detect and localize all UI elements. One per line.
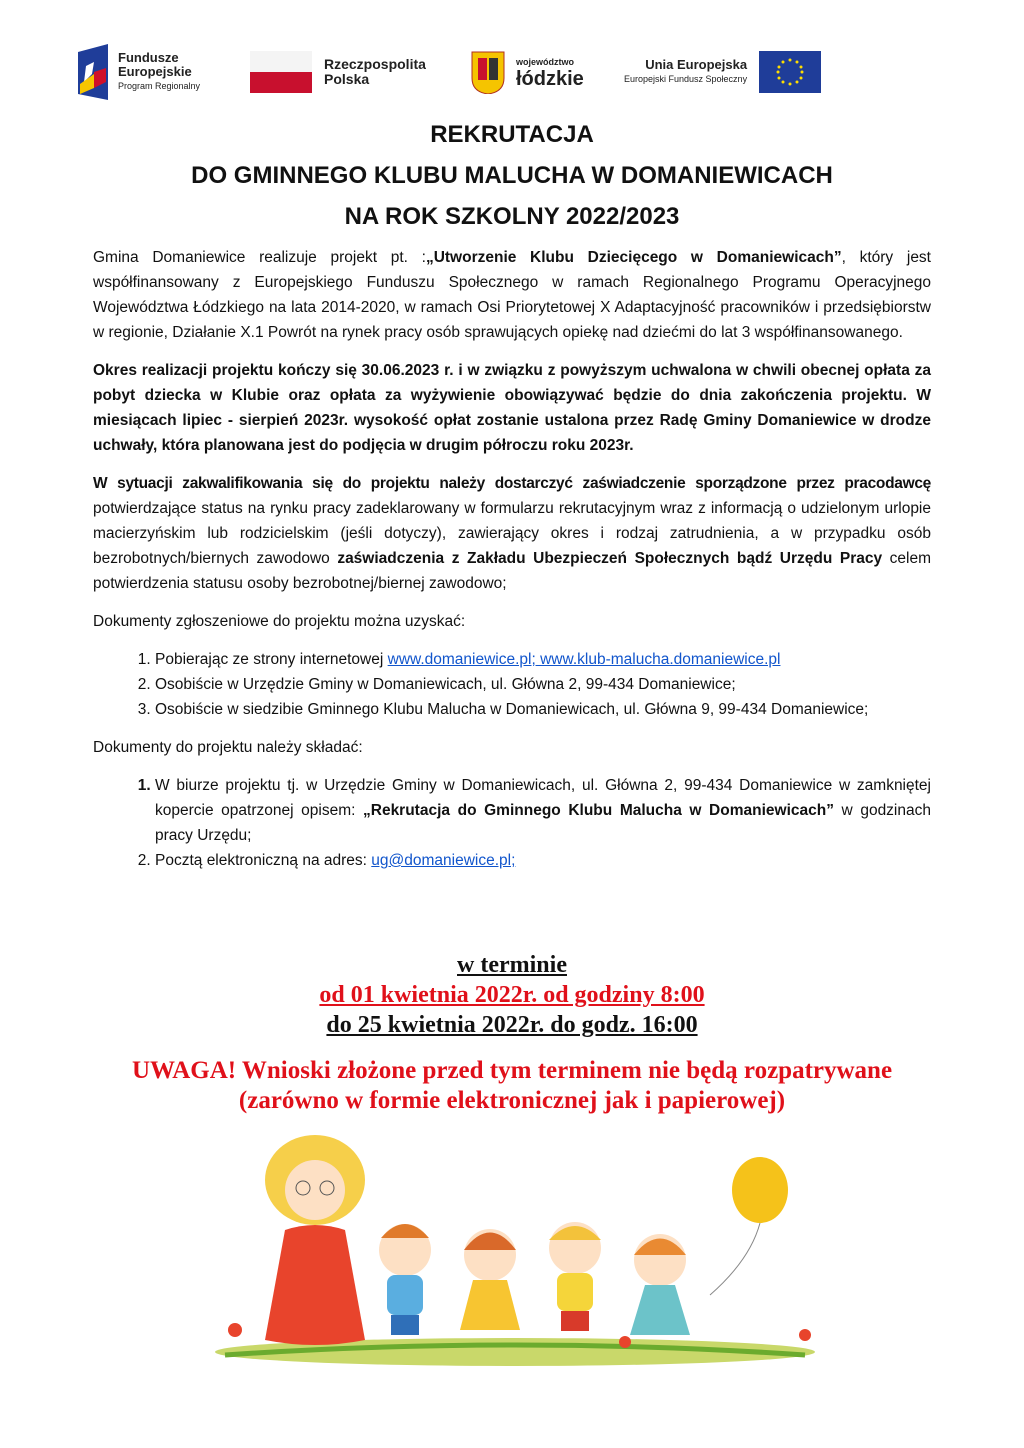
warning-note: (zarówno w formie elektronicznej jak i papierowej) <box>238 1087 786 1114</box>
logo-fundusze-europejskie <box>78 44 200 100</box>
text: celem potwierdzenia statusu osoby bezrobotnej/biernej zawodowo; <box>93 550 931 592</box>
list-item <box>155 848 931 873</box>
text: , który jest współfinansowany z Europejskiego Funduszu Społecznego w ramach Regionalnego Programu Operacyjnego Województwa Łódzkiego na lata 2014-2020, w ramach Osi Priorytetowej X Adaptacyjność pracowników i przedsiębiorstw w regionie, Działanie X.1 Powrót na rynek pracy osób sprawujących opiekę nad dziećmi do lat 3 współfinansowanego. <box>93 249 931 341</box>
title-line: DO GMINNEGO KLUBU MALUCHA W DOMANIEWICACH <box>191 162 833 189</box>
title-line: NA ROK SZKOLNY 2022/2023 <box>344 203 680 230</box>
text: Osobiście w Urzędzie Gminy w Domaniewicach, ul. Główna 2, 99-434 Domaniewice; <box>155 676 736 693</box>
logo-lodzkie <box>470 44 584 100</box>
title-line: REKRUTACJA <box>430 121 594 148</box>
teacher-figure <box>265 1135 365 1345</box>
logo-text: Polska <box>324 71 370 87</box>
paragraph-documents-submit: Dokumenty do projektu należy składać: <box>93 739 363 756</box>
coat-of-arms-icon <box>470 50 506 94</box>
list-item <box>155 647 931 672</box>
paragraph-project-period: Okres realizacji projektu kończy się 30.06.2023 r. i w związku z powyższym uchwalona w chwili obecnej opłata za pobyt dziecka w Klubie oraz opłata za wyżywienie obowiązywać będzie do dnia zakończenia projektu. W miesiącach lipiec - sierpień 2023r. wysokość opłat zostanie ustalona przez Radę Gminy Domaniewice w drodze uchwały, która planowana jest do podjęcia w drugim półroczu roku 2023r. <box>93 362 931 454</box>
list-item <box>155 697 931 722</box>
text: W sytuacji zakwalifikowania się do projektu należy dostarczyć zaświadczenie sporządzone przez pracodawcę <box>93 475 931 492</box>
deadline-heading: w terminie <box>457 952 567 978</box>
text: Pocztą elektroniczną na adres: <box>155 852 372 869</box>
child-figure <box>460 1229 520 1330</box>
logo-text: Rzeczpospolita <box>324 56 426 72</box>
logo-text: Europejskie <box>118 64 192 79</box>
text: Osobiście w siedzibie Gminnego Klubu Malucha w Domaniewicach, ul. Główna 9, 99-434 Domaniewice; <box>155 701 869 718</box>
text: zaświadczenia z Zakładu Ubezpieczeń Społecznych bądź Urzędu Pracy <box>337 550 883 567</box>
children-illustration <box>205 1130 825 1370</box>
logo-text: Unia Europejska <box>645 57 748 72</box>
text: Pobierając ze strony internetowej <box>155 651 388 668</box>
child-figure <box>630 1234 690 1335</box>
logo-subtext: Europejski Fundusz Społeczny <box>624 74 748 84</box>
logo-rzeczpospolita <box>250 44 426 100</box>
paragraph-requirements <box>93 471 931 596</box>
list-submit <box>93 773 931 873</box>
list-item <box>155 672 931 697</box>
text: w godzinach pracy Urzędu; <box>155 802 931 844</box>
eu-flag-icon <box>759 51 821 93</box>
fe-flag-icon <box>78 44 110 100</box>
paragraph-documents-obtain: Dokumenty zgłoszeniowe do projektu można uzyskać: <box>93 613 466 630</box>
deadline-block <box>0 950 1024 1040</box>
website-link[interactable]: www.domaniewice.pl; www.klub-malucha.domaniewice.pl <box>387 651 781 668</box>
child-figure <box>379 1224 431 1335</box>
text: potwierdzające status na rynku pracy zadeklarowany w formularzu rekrutacyjnym wraz z informacją o udzielonym urlopie macierzyńskim lub rodzicielskim (jeśli dotyczy), zawierający okres i rodzaj zatrudnienia, a w przypadku osób bezrobotnych/biernych zawodowo <box>93 500 931 567</box>
warning-text: UWAGA! Wnioski złożone przed tym terminem nie będą rozpatrywane <box>131 1057 893 1084</box>
project-name: „Utworzenie Klubu Dziecięcego w Domaniewicach” <box>425 249 842 266</box>
logo-text: łódzkie <box>516 68 584 90</box>
text: Gmina Domaniewice realizuje projekt pt. : <box>93 249 426 266</box>
balloon-icon <box>710 1157 788 1295</box>
list-obtain <box>93 647 931 722</box>
logo-subtext: Program Regionalny <box>118 81 201 91</box>
page-title <box>0 114 1024 237</box>
deadline-end: do 25 kwietnia 2022r. do godz. 16:00 <box>326 1012 698 1038</box>
logo-text: Fundusze <box>118 50 179 65</box>
email-link[interactable]: ug@domaniewice.pl; <box>371 852 516 869</box>
paragraph-project-info <box>93 245 931 345</box>
logo-text: województwo <box>516 57 574 67</box>
list-item <box>155 773 931 848</box>
logo-unia-europejska <box>624 44 821 100</box>
document-body <box>93 245 931 886</box>
polish-flag-icon <box>250 51 312 93</box>
logo-bar <box>78 44 838 104</box>
child-figure <box>549 1222 601 1331</box>
deadline-start: od 01 kwietnia 2022r. od godziny 8:00 <box>319 982 705 1008</box>
warning-block <box>0 1056 1024 1116</box>
text: W biurze projektu tj. w Urzędzie Gminy w Domaniewicach, ul. Główna 2, 99-434 Domaniewice w zamkniętej kopercie opatrzonej opisem: <box>155 777 931 819</box>
text: „Rekrutacja do Gminnego Klubu Malucha w Domaniewicach” <box>363 802 834 819</box>
